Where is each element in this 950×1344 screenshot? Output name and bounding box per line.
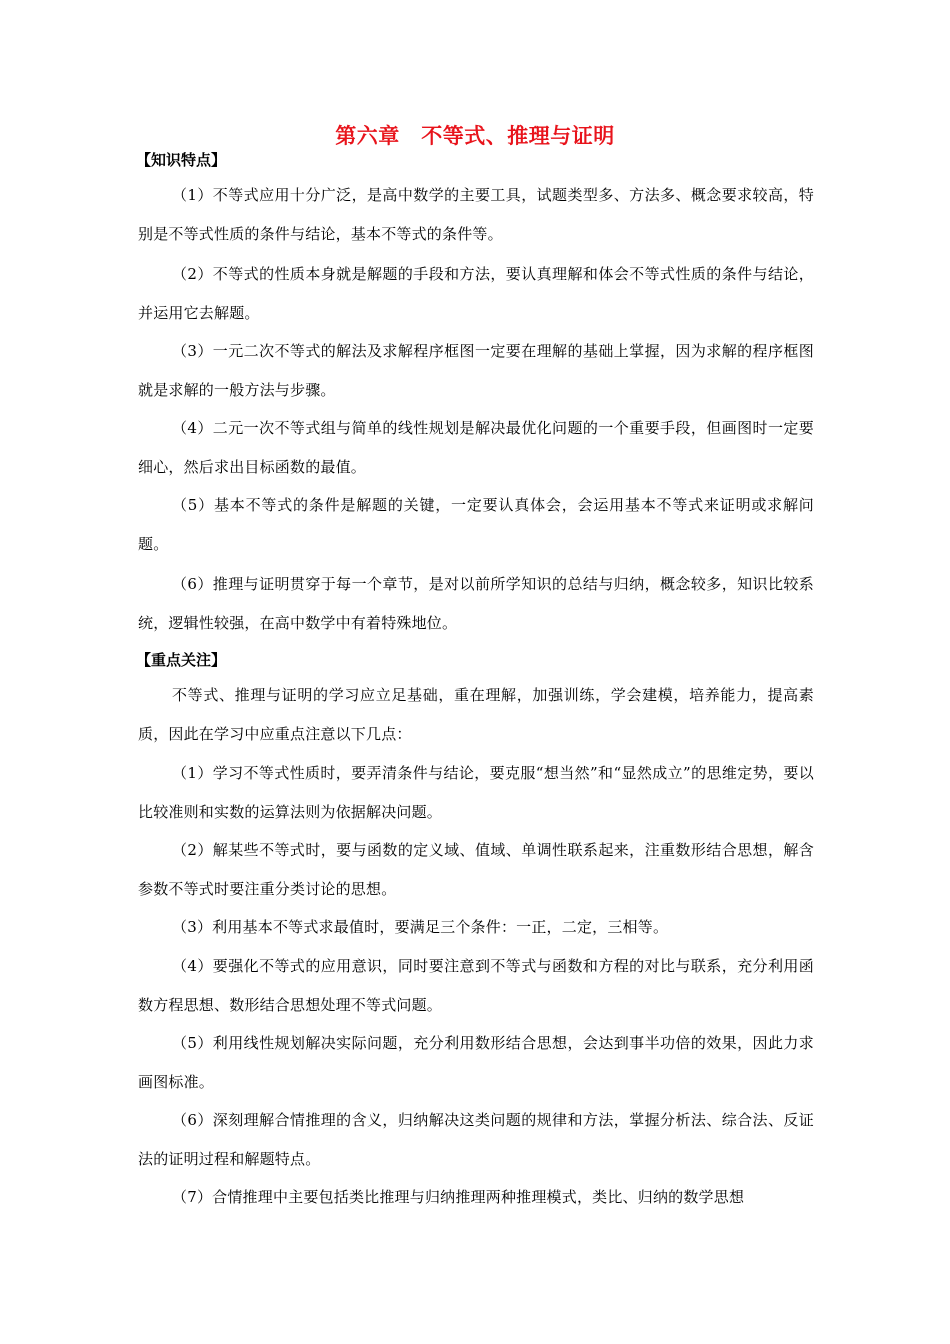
paragraph: （1）学习不等式性质时，要弄清条件与结论，要克服“想当然”和“显然成立”的思维定势，要以比较准则和实数的运算法则为依据解决问题。 — [138, 764, 814, 821]
section-heading-key-focus: 【重点关注】 — [136, 651, 227, 669]
paragraph: （2）不等式的性质本身就是解题的手段和方法，要认真理解和体会不等式性质的条件与结论，并运用它去解题。 — [138, 265, 814, 322]
paragraph: （4）二元一次不等式组与简单的线性规划是解决最优化问题的一个重要手段，但画图时一定要细心，然后求出目标函数的最值。 — [138, 419, 814, 476]
paragraph: （5）基本不等式的条件是解题的关键，一定要认真体会，会运用基本不等式来证明或求解问题。 — [138, 496, 814, 553]
paragraph: （6）推理与证明贯穿于每一个章节，是对以前所学知识的总结与归纳，概念较多，知识比较系统，逻辑性较强，在高中数学中有着特殊地位。 — [138, 575, 814, 632]
paragraph: （5）利用线性规划解决实际问题，充分利用数形结合思想，会达到事半功倍的效果，因此力求画图标准。 — [138, 1034, 814, 1091]
paragraph: （3）利用基本不等式求最值时，要满足三个条件：一正，二定，三相等。 — [172, 918, 669, 936]
paragraph: （3）一元二次不等式的解法及求解程序框图一定要在理解的基础上掌握，因为求解的程序框图就是求解的一般方法与步骤。 — [138, 342, 814, 399]
paragraph: （7）合情推理中主要包括类比推理与归纳推理两种推理模式，类比、归纳的数学思想 — [172, 1188, 745, 1206]
chapter-title: 第六章 不等式、推理与证明 — [335, 123, 615, 148]
paragraph: （6）深刻理解合情推理的含义，归纳解决这类问题的规律和方法，掌握分析法、综合法、反证法的证明过程和解题特点。 — [138, 1111, 814, 1168]
paragraph: （2）解某些不等式时，要与函数的定义域、值域、单调性联系起来，注重数形结合思想，解含参数不等式时要注重分类讨论的思想。 — [138, 841, 814, 898]
paragraph: （4）要强化不等式的应用意识，同时要注意到不等式与函数和方程的对比与联系，充分利用函数方程思想、数形结合思想处理不等式问题。 — [138, 957, 814, 1014]
paragraph: （1）不等式应用十分广泛，是高中数学的主要工具，试题类型多、方法多、概念要求较高，特别是不等式性质的条件与结论，基本不等式的条件等。 — [138, 186, 814, 243]
paragraph: 不等式、推理与证明的学习应立足基础，重在理解，加强训练，学会建模，培养能力，提高素质，因此在学习中应重点注意以下几点： — [138, 686, 814, 743]
section-heading-knowledge-features: 【知识特点】 — [136, 151, 227, 169]
